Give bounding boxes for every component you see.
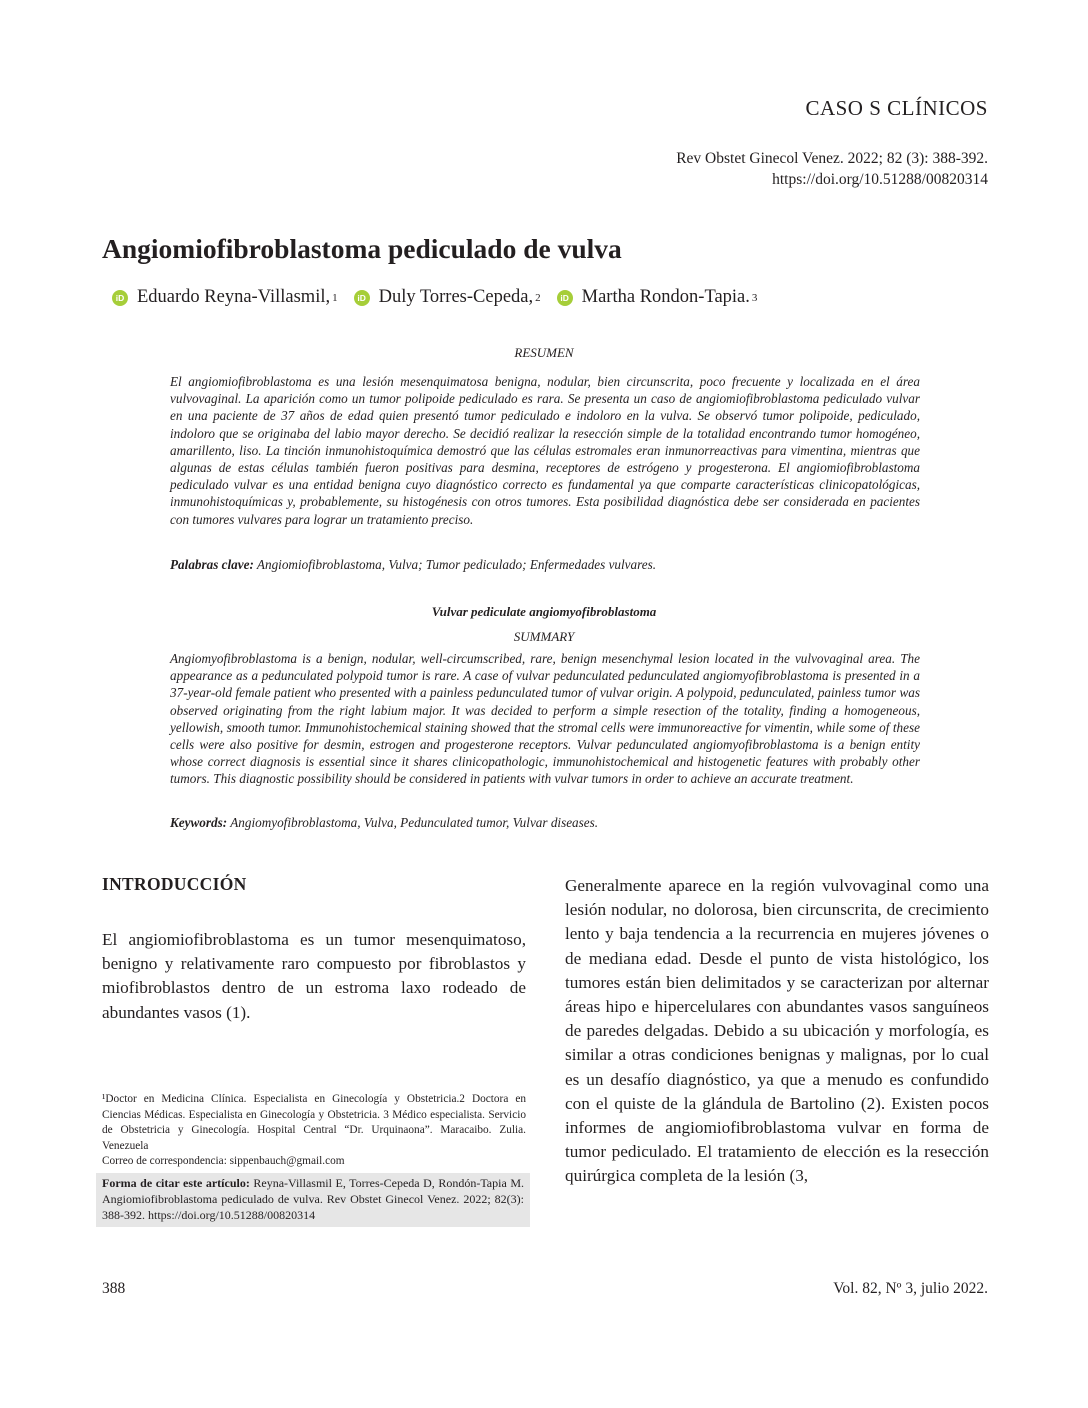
author-3[interactable]	[557, 287, 758, 308]
volume-info: Vol. 82, Nº 3, julio 2022.	[833, 1280, 988, 1297]
resumen-heading: RESUMEN	[514, 345, 574, 360]
author-name: Eduardo Reyna-Villasmil,	[137, 287, 331, 307]
orcid-icon[interactable]: iD	[354, 290, 370, 306]
orcid-icon[interactable]: iD	[557, 290, 573, 306]
introduction-heading: INTRODUCCIÓN	[102, 874, 247, 894]
author-1[interactable]	[112, 287, 338, 308]
introduction-right-column: Generalmente aparece en la región vulvovaginal como una lesión nodular, no dolorosa, bien circunscrita, de crecimiento lento y baja tendencia a la recurrencia en mujeres jóvenes o de mediana edad. Desde el punto de vista histológico, los tumores están bien delimitados y se caracterizan por alternar áreas hipo e hipercelulares con abundantes vasos sanguíneos de paredes delgadas. Debido a su ubicación y morfología, es similar a otras condiciones benignas y malignas, por lo cual es un desafío diagnóstico, ya que a menudo es confundido con el quiste de la glándula de Bartolino (2). Existen pocos informes de angiomiofibroblastoma vulvar en forma de tumor pediculado. El tratamiento de elección es la resección quirúrgica completa de la lesión (3,	[565, 876, 989, 1186]
author-affiliation: 3	[751, 291, 758, 304]
author-list	[112, 287, 773, 308]
journal-citation: Rev Obstet Ginecol Venez. 2022; 82 (3): 388-392.	[676, 150, 988, 167]
citation-box	[96, 1173, 530, 1227]
page-number: 388	[102, 1280, 126, 1297]
author-2[interactable]	[354, 287, 541, 308]
resumen-body: El angiomiofibroblastoma es una lesión mesenquimatosa benigna, nodular, bien circunscrita, poco frecuente y localizada en el área vulvovaginal. La aparición como un tumor polipoide pediculado es rara. Se presenta un caso de angiomiofibroblastoma pediculado vulvar en una paciente de 37 años de edad quien presentó tumor pediculado e indoloro en la vulva. Se observó tumor polipoide, pediculado, indoloro que se originaba del labio mayor derecho. Se decidió realizar la resección simple de la totalidad encontrando tumor homogéneo, amarillento, liso. La tinción inmunohistoquímica demostró que las células estromales eran inmunorreactivas para vimentina, mientras que algunas de estas células también fueron positivas para desmina, receptores de estrógeno y progesterona. El angiomiofibroblastoma pediculado vulvar es una entidad benigna cuyo diagnóstico correcto es fundamental ya que comparte características clinicopatológicas, inmunohistoquímicas y, probablemente, su histogénesis con otros tumores. Esta posibilidad diagnóstica debe ser considerada en pacientes con tumores vulvares para lograr un tratamiento preciso.	[170, 374, 920, 527]
author-name: Duly Torres-Cepeda,	[378, 287, 534, 307]
author-affiliation: 2	[535, 291, 541, 304]
citation-box-text: Reyna-Villasmil E, Torres-Cepeda D, Rondón-Tapia M. Angiomiofibroblastoma pediculado de vulva. Rev Obstet Ginecol Venez. 2022; 82(3): 388-392. https://doi.org/10.51288/00820314	[102, 1176, 524, 1222]
keywords-en-text: Angiomyofibroblastoma, Vulva, Pedunculated tumor, Vulvar diseases.	[227, 815, 599, 830]
keywords-en	[170, 815, 920, 831]
article-title: Angiomiofibroblastoma pediculado de vulva	[102, 233, 622, 264]
keywords-es	[170, 557, 920, 573]
affiliation-footnote	[102, 1092, 526, 1170]
keywords-es-text: Angiomiofibroblastoma, Vulva; Tumor pediculado; Enfermedades vulvares.	[253, 557, 657, 572]
keywords-es-label: Palabras clave:	[170, 557, 254, 572]
introduction-left-column: El angiomiofibroblastoma es un tumor mesenquimatoso, benigno y relativamente raro compuesto por fibroblastos y miofibroblastos dentro de un estroma laxo rodeado de abundantes vasos (1).	[102, 930, 526, 1022]
author-name: Martha Rondon-Tapia.	[581, 287, 750, 307]
orcid-icon[interactable]: iD	[112, 290, 128, 306]
author-affiliation: 1	[332, 291, 338, 304]
doi-link[interactable]: https://doi.org/10.51288/00820314	[772, 171, 988, 188]
summary-body: Angiomyofibroblastoma is a benign, nodular, well-circumscribed, rare, benign mesenchymal lesion located in the vulvovaginal area. The appearance as a pedunculated polypoid tumor is rare. A case of vulvar pedunculated pedunculated angiomyofibroblastoma is presented in a 37-year-old female patient who presented with a painless pedunculated tumor of vulvar origin. A polypoid, pedunculated, painless tumor was observed originating from the right labium major. It was decided to perform a simple resection of the totality, finding a homogeneous, yellowish, smooth tumor. Immunohistochemical staining showed that the stromal cells were immunoreactive for vimentin, while some of these cells were also positive for desmin, estrogen and progesterone receptors. Vulvar pedunculated angiomyofibroblastoma is a benign entity whose correct diagnosis is essential since it shares clinicopathologic, immunohistochemical and histogenetic features with probably other tumors. This diagnostic possibility should be considered in patients with vulvar tumors in order to achieve an accurate treatment.	[170, 651, 920, 787]
footnote-text: ¹Doctor en Medicina Clínica. Especialista en Ginecología y Obstetricia.2 Doctora en Ciencias Médicas. Especialista en Ginecología y Obstetricia. 3 Médico especialista. Servicio de Obstetricia y Ginecología. Hospital Central “Dr. Urquinaona”. Maracaibo. Zulia. Venezuela	[102, 1093, 526, 1152]
correspondence-email[interactable]: Correo de correspondencia: sippenbauch@gmail.com	[102, 1155, 345, 1168]
section-label: CASO S CLÍNICOS	[805, 96, 988, 120]
summary-heading: SUMMARY	[513, 629, 575, 644]
citation-box-label: Forma de citar este artículo:	[102, 1176, 250, 1190]
keywords-en-label: Keywords:	[170, 815, 228, 830]
english-title: Vulvar pediculate angiomyofibroblastoma	[431, 604, 657, 619]
